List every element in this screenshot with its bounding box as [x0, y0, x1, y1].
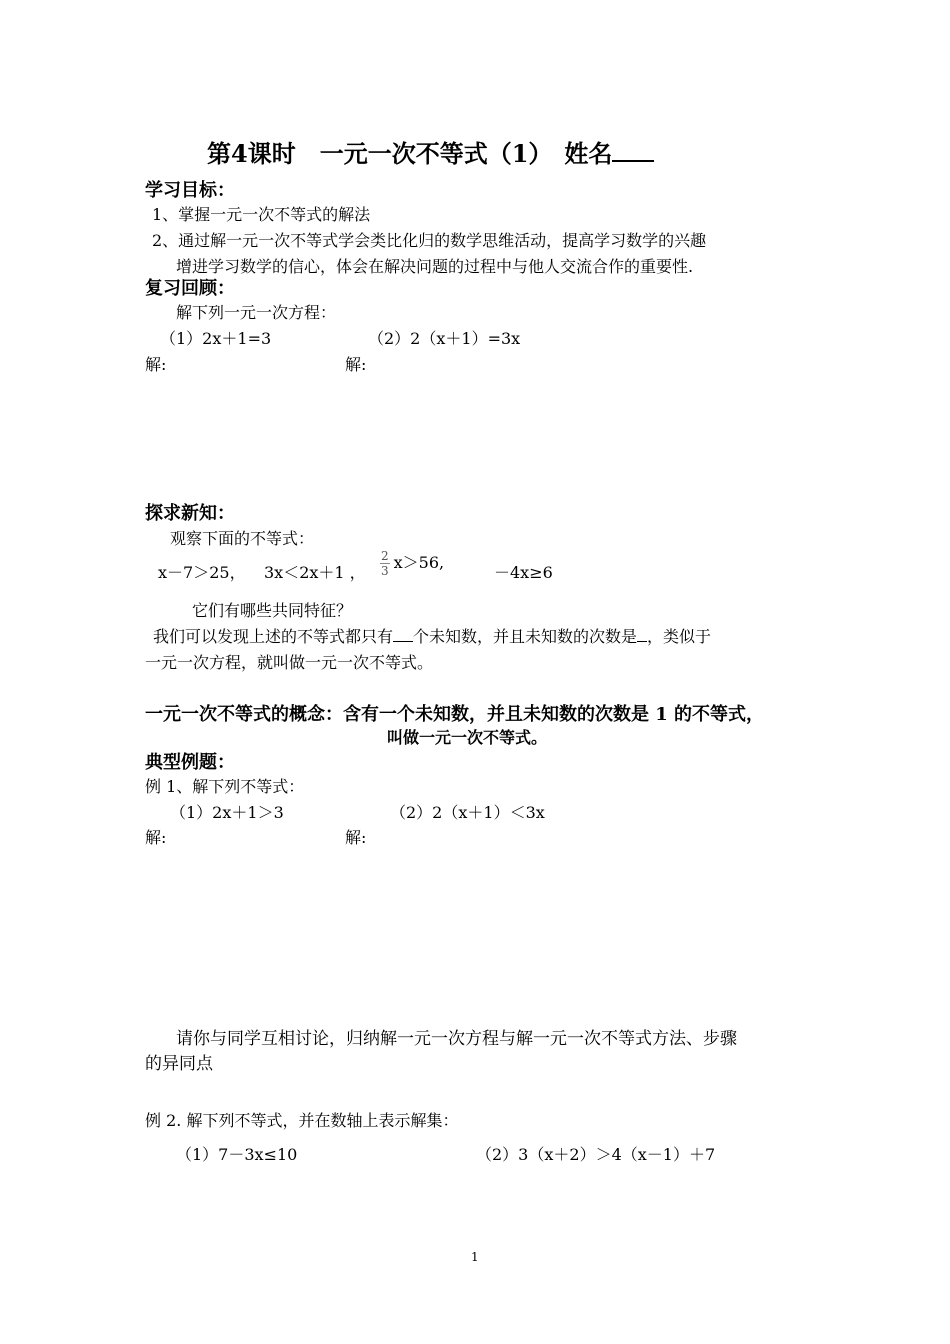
example-1-answer-2: 解: [345, 828, 367, 847]
goals-heading: 学习目标： [145, 180, 235, 201]
example-1-question-1: （1）2x＋1＞3 [170, 803, 284, 822]
inequality-3-rest: x＞56, [393, 553, 445, 572]
goal-item-1: 1、掌握一元一次不等式的解法 [152, 205, 371, 224]
examples-heading: 典型例题： [145, 752, 235, 773]
page-title [207, 134, 654, 169]
para-part-b: 个未知数，并且未知数的次数是 [413, 627, 638, 646]
goal-item-3: 增进学习数学的信心，体会在解决问题的过程中与他人交流合作的重要性. [176, 257, 694, 276]
explore-intro: 观察下面的不等式： [170, 529, 315, 548]
example-1-answer-1: 解: [145, 828, 167, 847]
review-question-2: （2）2（x＋1）=3x [368, 329, 521, 348]
fraction-numerator: 2 [381, 549, 389, 563]
example-2-question-2: （2）3（x＋2）＞4（x－1）＋7 [476, 1145, 716, 1164]
explore-question: 它们有哪些共同特征？ [192, 601, 353, 620]
inequality-3 [380, 549, 444, 578]
review-intro: 解下列一元一次方程： [176, 303, 337, 322]
review-question-1: （1）2x＋1=3 [160, 329, 272, 348]
explore-heading: 探求新知： [145, 503, 235, 524]
blank-degree [637, 627, 647, 642]
para-part-a: 我们可以发现上述的不等式都只有 [153, 627, 394, 646]
review-answer-2: 解: [345, 355, 367, 374]
explore-paragraph-line1 [153, 624, 711, 647]
example-2-question-1: （1）7－3x≤10 [176, 1145, 298, 1164]
discussion-line-1: 请你与同学互相讨论，归纳解一元一次方程与解一元一次不等式方法、步骤 [176, 1029, 737, 1049]
example-2-label: 例 2. 解下列不等式，并在数轴上表示解集： [145, 1111, 459, 1130]
concept-line-2: 叫做一元一次不等式。 [387, 728, 548, 747]
review-heading: 复习回顾： [145, 278, 235, 299]
page-number: 1 [471, 1250, 479, 1264]
fraction-denominator: 3 [381, 564, 389, 578]
example-1-label: 例 1、解下列不等式： [145, 777, 305, 796]
inequality-4: －4x≥6 [494, 563, 553, 582]
example-1-question-2: （2）2（x＋1）＜3x [390, 803, 545, 822]
explore-paragraph-line2: 一元一次方程，就叫做一元一次不等式。 [145, 653, 434, 672]
goal-item-2: 2、通过解一元一次不等式学会类比化归的数学思维活动，提高学习数学的兴趣 [152, 231, 707, 250]
inequality-1: x－7＞25， [158, 563, 246, 582]
review-answer-1: 解: [145, 355, 167, 374]
page-title-text: 第4课时 一元一次不等式（1） 姓名 [207, 139, 613, 168]
name-blank [612, 142, 654, 162]
inequality-2: 3x＜2x＋1 ， [264, 563, 366, 582]
concept-line-1: 一元一次不等式的概念：含有一个未知数，并且未知数的次数是 1 的不等式， [145, 704, 765, 725]
blank-count [393, 627, 413, 642]
para-part-c: ，类似于 [647, 627, 712, 646]
fraction-two-thirds [380, 549, 390, 578]
discussion-line-2: 的异同点 [145, 1054, 213, 1074]
